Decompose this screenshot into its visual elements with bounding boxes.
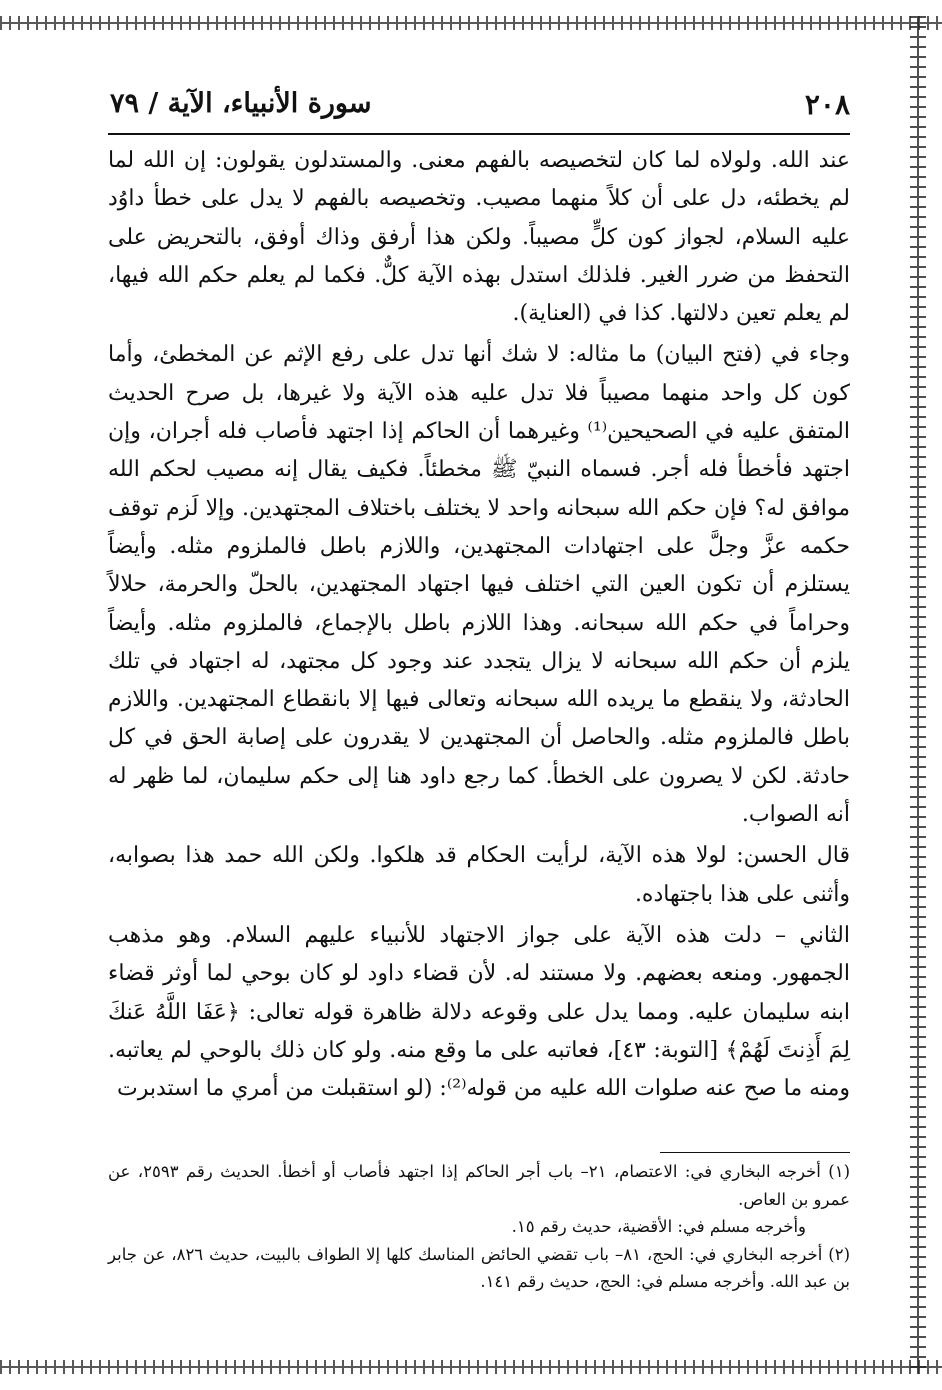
paragraph: عند الله. ولولاه لما كان لتخصيصه بالفهم معنى. والمستدلون يقولون: إن الله لما لم يخطئه، دل على أن كلاً منهما مصيب. وتخصيصه بالفهم لا يدل على خطأ داوُد عليه السلام، لجواز كون كلٍّ مصيباً. ولكن هذا أرفق وذاك أوفق، بالتحريض على التحفظ من ضرر الغير. فلذلك استدل بهذه الآية كلٌّ. فكما لم يعلم حكم الله فيها، لم يعلم تعين دلالتها. كذا في (العناية). <box>108 148 850 327</box>
running-head: سورة الأنبياء، الآية / ٧٩ <box>110 88 372 119</box>
page-number: ٢٠٨ <box>804 88 850 121</box>
page-header <box>110 88 850 128</box>
paragraph: الثاني – دلت هذه الآية على جواز الاجتهاد للأنبياء عليهم السلام. وهو مذهب الجمهور. ومنعه بعضهم. ولا مستند له. لأن قضاء داود لو كان بوحي لما أوثر قضاء ابنه سليمان عليه. ومما يدل على وقوعه دلالة ظاهرة قوله تعالى: ﴿عَفَا اللَّهُ عَنكَ لِمَ أَذِنتَ لَهُمْ﴾ [التوبة: ٤٣]، فعاتبه على ما وقع منه. ولو كان ذلك بالوحي لم يعاتبه. ومنه ما صح عنه صلوات الله عليه من قوله⁽²⁾: (لو استقبلت من أمري ما استدبرت <box>108 922 851 1102</box>
footnote-continuation: وأخرجه مسلم في: الأقضية، حديث رقم ١٥. <box>511 1217 806 1237</box>
header-rule <box>108 133 850 135</box>
decorative-border-right <box>910 16 926 1374</box>
decorative-border-bottom <box>0 1360 942 1374</box>
paragraph: وجاء في (فتح البيان) ما مثاله: لا شك أنها تدل على رفع الإثم عن المخطئ، وأما كون كل واحد منهما مصيباً فلا تدل عليه هذه الآية ولا غيرها، بل صرح الحديث المتفق عليه في الصحيحين⁽¹⁾ وغيرهما أن الحاكم إذا اجتهد فأصاب فله أجران، وإن اجتهد فأخطأ فله أجر. فسماه النبيّ ﷺ مخطئاً. فكيف يقال إنه مصيب لحكم الله موافق له؟ فإن حكم الله سبحانه واحد لا يختلف باختلاف المجتهدين. وإلا لَزم توقف حكمه عزَّ وجلَّ على اجتهادات المجتهدين، واللازم باطل فالملزوم مثله. وأيضاً يستلزم أن تكون العين التي اختلف فيها اجتهاد المجتهدين، بالحلّ والحرمة، حلالاً وحراماً في حكم الله سبحانه. وهذا اللازم باطل بالإجماع، فالملزوم مثله. وأيضاً يلزم أن حكم الله سبحانه لا يزال يتجدد عند وجود كل مجتهد، له اجتهاد في تلك الحادثة، ولا ينقطع ما يريده الله سبحانه وتعالى فيها إلا بانقطاع المجتهدين. واللازم باطل فالملزوم مثله. والحاصل أن المجتهدين لا يقدرون على إصابة الحق في كل حادثة. لكن لا يصرون على الخطأ. كما رجع داود هنا إلى حكم سليمان، لما ظهر له أنه الصواب. <box>108 342 850 828</box>
main-text <box>108 142 850 1108</box>
footnote: (١) أخرجه البخاري في: الاعتصام، ٢١– باب أجر الحاكم إذا اجتهد فأصاب أو أخطأ. الحديث رقم ٢٥٩٣، عن عمرو بن العاص. <box>108 1162 851 1209</box>
decorative-border-top <box>0 16 942 30</box>
paragraph: قال الحسن: لولا هذه الآية، لرأيت الحكام قد هلكوا. ولكن الله حمد هذا بصوابه، وأثنى على هذا باجتهاده. <box>108 843 850 907</box>
footnote: (٢) أخرجه البخاري في: الحج، ٨١– باب تقضي الحائض المناسك كلها إلا الطواف بالبيت، حديث ٨٢٦، عن جابر بن عبد الله. وأخرجه مسلم في: الحج، حديث رقم ١٤١. <box>108 1244 851 1292</box>
footnote-rule <box>660 1152 850 1153</box>
footnotes <box>108 1158 850 1296</box>
